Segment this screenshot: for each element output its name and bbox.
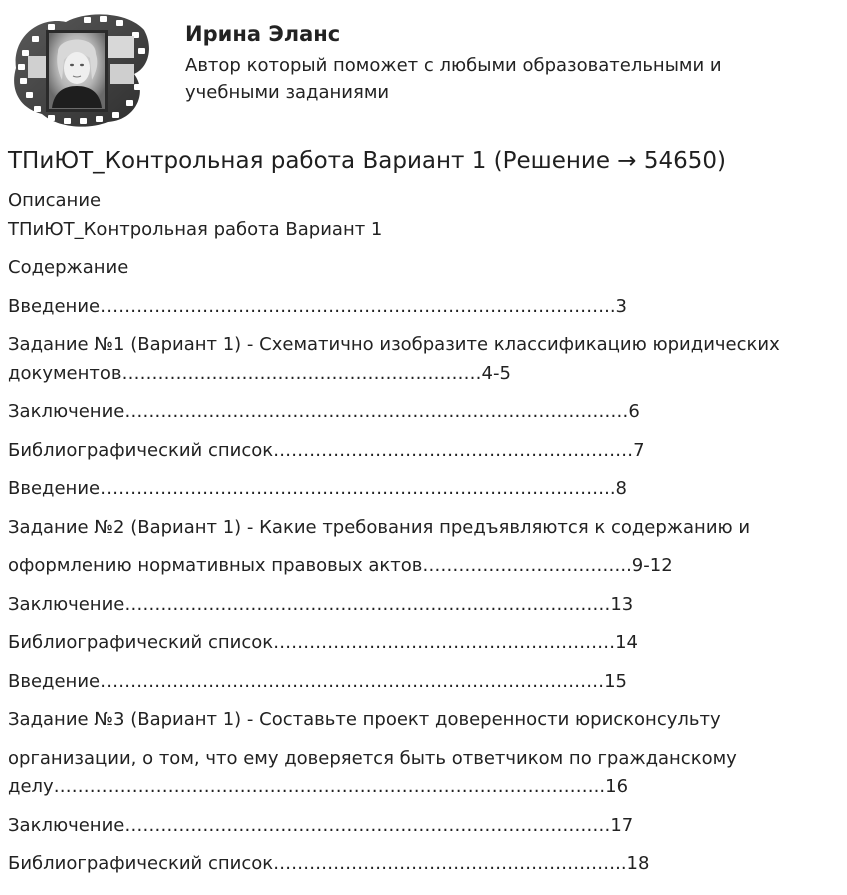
- toc-line: Введение…………………………………………………………………………..8: [8, 478, 627, 499]
- toc-line: Задание №1 (Вариант 1) - Схематично изобразите классификацию юридических: [8, 334, 780, 355]
- toc-line: организации, о том, что ему доверяется быть ответчиком по гражданскому: [8, 748, 737, 769]
- toc-line: Введение…………………………………………………………………………..3: [8, 296, 627, 317]
- toc-line: Заключение…………………………………………………………………………6: [8, 401, 640, 422]
- author-avatar: [8, 8, 153, 128]
- toc-line: Заключение………………………………………………………………………17: [8, 815, 634, 836]
- toc-line: Заключение………………………………………………………………………13: [8, 594, 634, 615]
- film-strip-avatar-image: [8, 8, 153, 128]
- author-header: [8, 8, 838, 128]
- toc-line: Библиографический список……………………………………………………7: [8, 440, 645, 461]
- author-description: [185, 52, 805, 106]
- toc-line: документов……………………………………………………4-5: [8, 363, 511, 384]
- toc-line: делу………………………………………………………………………………..16: [8, 776, 629, 797]
- document-title: ТПиЮТ_Контрольная работа Вариант 1 (Решение → 54650): [8, 148, 727, 174]
- author-description-line: учебными заданиями: [185, 82, 390, 103]
- toc-line: Задание №2 (Вариант 1) - Какие требования предъявляются к содержанию и: [8, 517, 751, 538]
- toc-line: Введение…………………………………………………………………………15: [8, 671, 627, 692]
- toc-line: Задание №3 (Вариант 1) - Составьте проект доверенности юрисконсульту: [8, 709, 721, 730]
- toc-line: оформлению нормативных правовых актов……………………………..9-12: [8, 555, 673, 576]
- contents-label: Содержание: [8, 257, 129, 278]
- description-text: ТПиЮТ_Контрольная работа Вариант 1: [8, 219, 383, 240]
- description-label: Описание: [8, 190, 102, 211]
- toc-line: Библиографический список…………………………………………………14: [8, 632, 639, 653]
- author-description-line: Автор который поможет с любыми образовательными и: [185, 55, 722, 76]
- author-name[interactable]: Ирина Эланс: [185, 22, 341, 46]
- toc-line: Библиографический список…………………………………………………..18: [8, 853, 650, 874]
